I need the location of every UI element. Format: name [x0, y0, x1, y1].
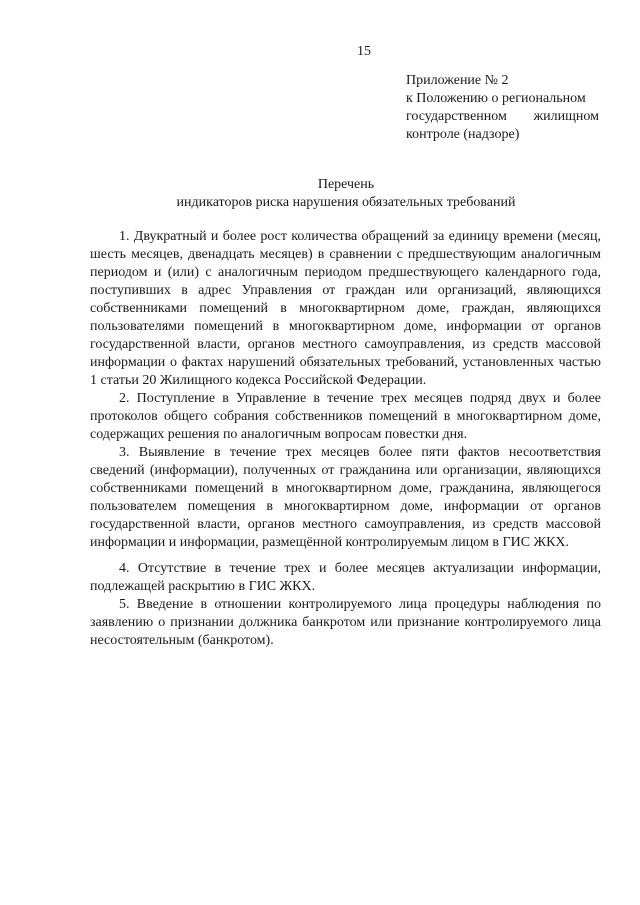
indicator-list — [90, 228, 601, 650]
indicator-item-2: 2. Поступление в Управление в течение трех месяцев подряд двух и более протоколов общего собрания собственников помещений в многоквартирном доме, содержащих решения по аналогичным вопросам повестки дня. — [90, 391, 601, 442]
appendix-line-1: Приложение № 2 — [406, 73, 509, 88]
indicator-item-3: 3. Выявление в течение трех месяцев более пяти фактов несоответствия сведений (информации), полученных от гражданина или организации, являющихся собственниками помещений в многоквартирном доме, гражданина, являющегося пользователем помещения в многоквартирном доме, информации от органов государственной власти, органов местного самоуправления, из средств массовой информации и информации, размещённой контролируемым лицом в ГИС ЖКХ. — [90, 445, 601, 550]
page-number: 15 — [357, 44, 371, 59]
title-line-1: Перечень — [317, 177, 375, 192]
appendix-line-3-part-a: государственном — [406, 109, 507, 124]
indicator-item-1: 1. Двукратный и более рост количества обращений за единицу времени (месяц, шесть месяцев, двенадцать месяцев) в сравнении с предшествующим аналогичным периодом и (или) с аналогичным периодом предшествующего календарного года, поступивших в адрес Управления от граждан или организаций, являющихся собственниками помещений в многоквартирном доме, граждан, являющихся пользователями помещений в многоквартирном доме, информации от органов государственной власти, органов местного самоуправления, из средств массовой информации о фактах нарушений обязательных требований, установленных частью 1 статьи 20 Жилищного кодекса Российской Федерации. — [90, 229, 601, 388]
indicator-item-4: 4. Отсутствие в течение трех и более месяцев актуализации информации, подлежащей раскрытию в ГИС ЖКХ. — [90, 561, 601, 594]
title-line-2: индикаторов риска нарушения обязательных требований — [176, 195, 516, 210]
document-title — [96, 176, 596, 212]
appendix-header — [406, 72, 599, 144]
appendix-line-2: к Положению о региональном — [406, 91, 586, 106]
appendix-line-3 — [406, 108, 599, 126]
appendix-line-3-part-b: жилищном — [533, 109, 599, 124]
appendix-line-4: контроле (надзоре) — [406, 127, 520, 142]
indicator-item-5: 5. Введение в отношении контролируемого лица процедуры наблюдения по заявлению о признании должника банкротом или признание контролируемого лица несостоятельным (банкротом). — [90, 597, 601, 648]
